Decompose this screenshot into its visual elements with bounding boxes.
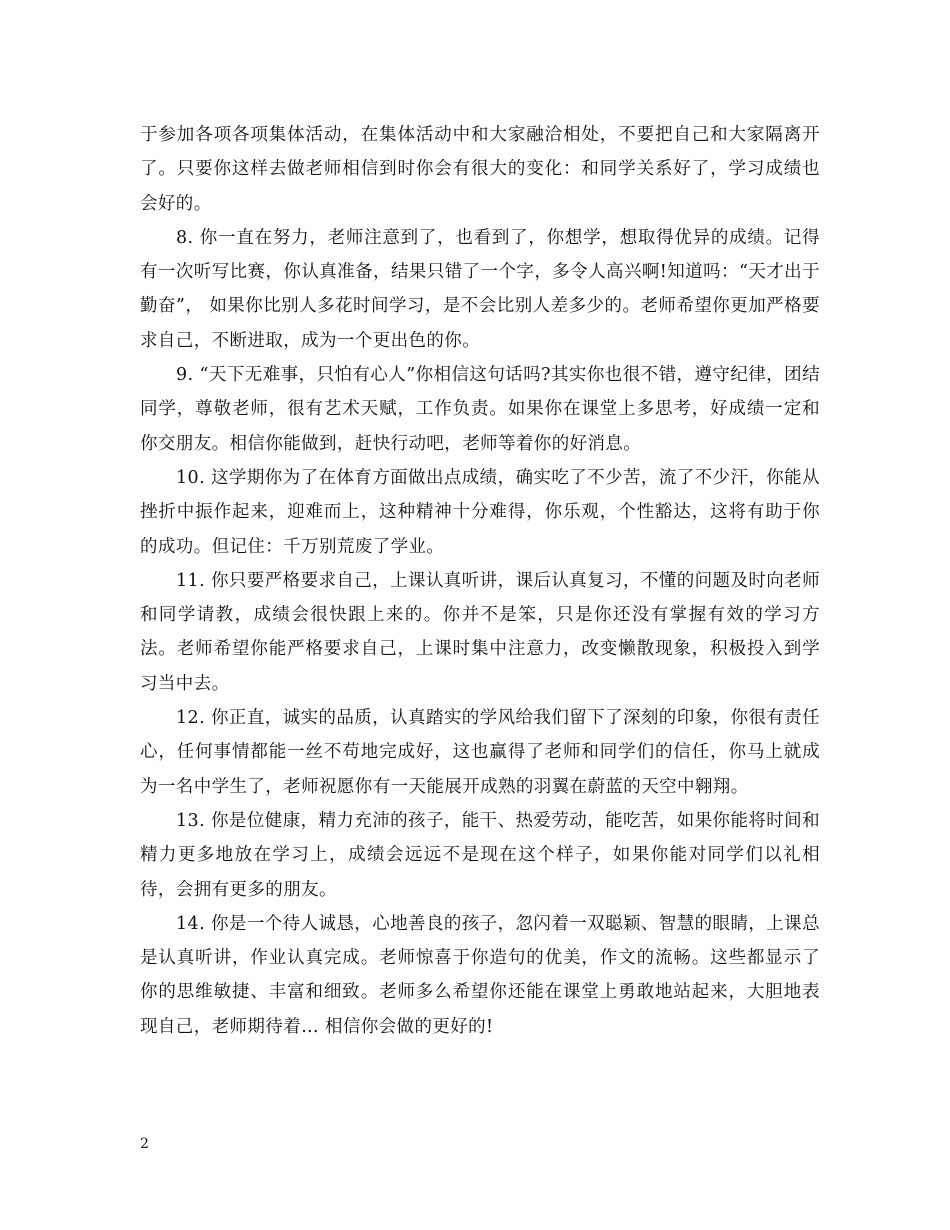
paragraph-item-10: 10. 这学期你为了在体育方面做出点成绩，确实吃了不少苦，流了不少汗，你能从挫折中振作起来，迎难而上，这种精神十分难得，你乐观，个性豁达，这将有助于你的成功。但记住：千万别荒废了学业。 <box>140 467 820 557</box>
paragraph-item-9: 9. “天下无难事，只怕有心人”你相信这句话吗?其实你也很不错，遵守纪律，团结同学，尊敬老师，很有艺术天赋，工作负责。如果你在课堂上多思考，好成绩一定和你交朋友。相信你能做到，赶快行动吧，老师等着你的好消息。 <box>140 365 820 454</box>
paragraph-item-8: 8. 你一直在努力，老师注意到了，也看到了，你想学，想取得优异的成绩。记得有一次听写比赛，你认真准备，结果只错了一个字，多令人高兴啊!知道吗：“天才出于勤奋”， 如果你比别人多花时间学习，是不会比别人差多少的。老师希望你更加严格要求自己，不断进取，成为一个更出色的你。 <box>140 227 820 351</box>
paragraph-item-14: 14. 你是一个待人诚恳，心地善良的孩子，忽闪着一双聪颖、智慧的眼睛，上课总是认真听讲，作业认真完成。老师惊喜于你造句的优美，作文的流畅。这些都显示了你的思维敏捷、丰富和细致。老师多么希望你还能在课堂上勇敢地站起来，大胆地表现自己，老师期待着… 相信你会做的更好的! <box>140 913 820 1037</box>
page-number: 2 <box>140 1136 149 1152</box>
paragraph-item-12: 12. 你正直，诚实的品质，认真踏实的学风给我们留下了深刻的印象，你很有责任心，任何事情都能一丝不苟地完成好，这也赢得了老师和同学们的信任，你马上就成为一名中学生了，老师祝愿你有一天能展开成熟的羽翼在蔚蓝的天空中翱翔。 <box>140 708 820 797</box>
paragraph-item-11: 11. 你只要严格要求自己，上课认真听讲，课后认真复习，不懂的问题及时向老师和同学请教，成绩会很快跟上来的。你并不是笨，只是你还没有掌握有效的学习方法。老师希望你能严格要求自己，上课时集中注意力，改变懒散现象，积极投入到学习当中去。 <box>140 570 820 694</box>
paragraph-continuation: 于参加各项各项集体活动，在集体活动中和大家融洽相处，不要把自己和大家隔离开了。只要你这样去做老师相信到时你会有很大的变化：和同学关系好了，学习成绩也会好的。 <box>140 125 820 214</box>
document-body <box>140 118 820 1044</box>
paragraph-item-13: 13. 你是位健康，精力充沛的孩子，能干、热爱劳动，能吃苦，如果你能将时间和精力更多地放在学习上，成绩会远远不是现在这个样子，如果你能对同学们以礼相待，会拥有更多的朋友。 <box>140 810 820 900</box>
